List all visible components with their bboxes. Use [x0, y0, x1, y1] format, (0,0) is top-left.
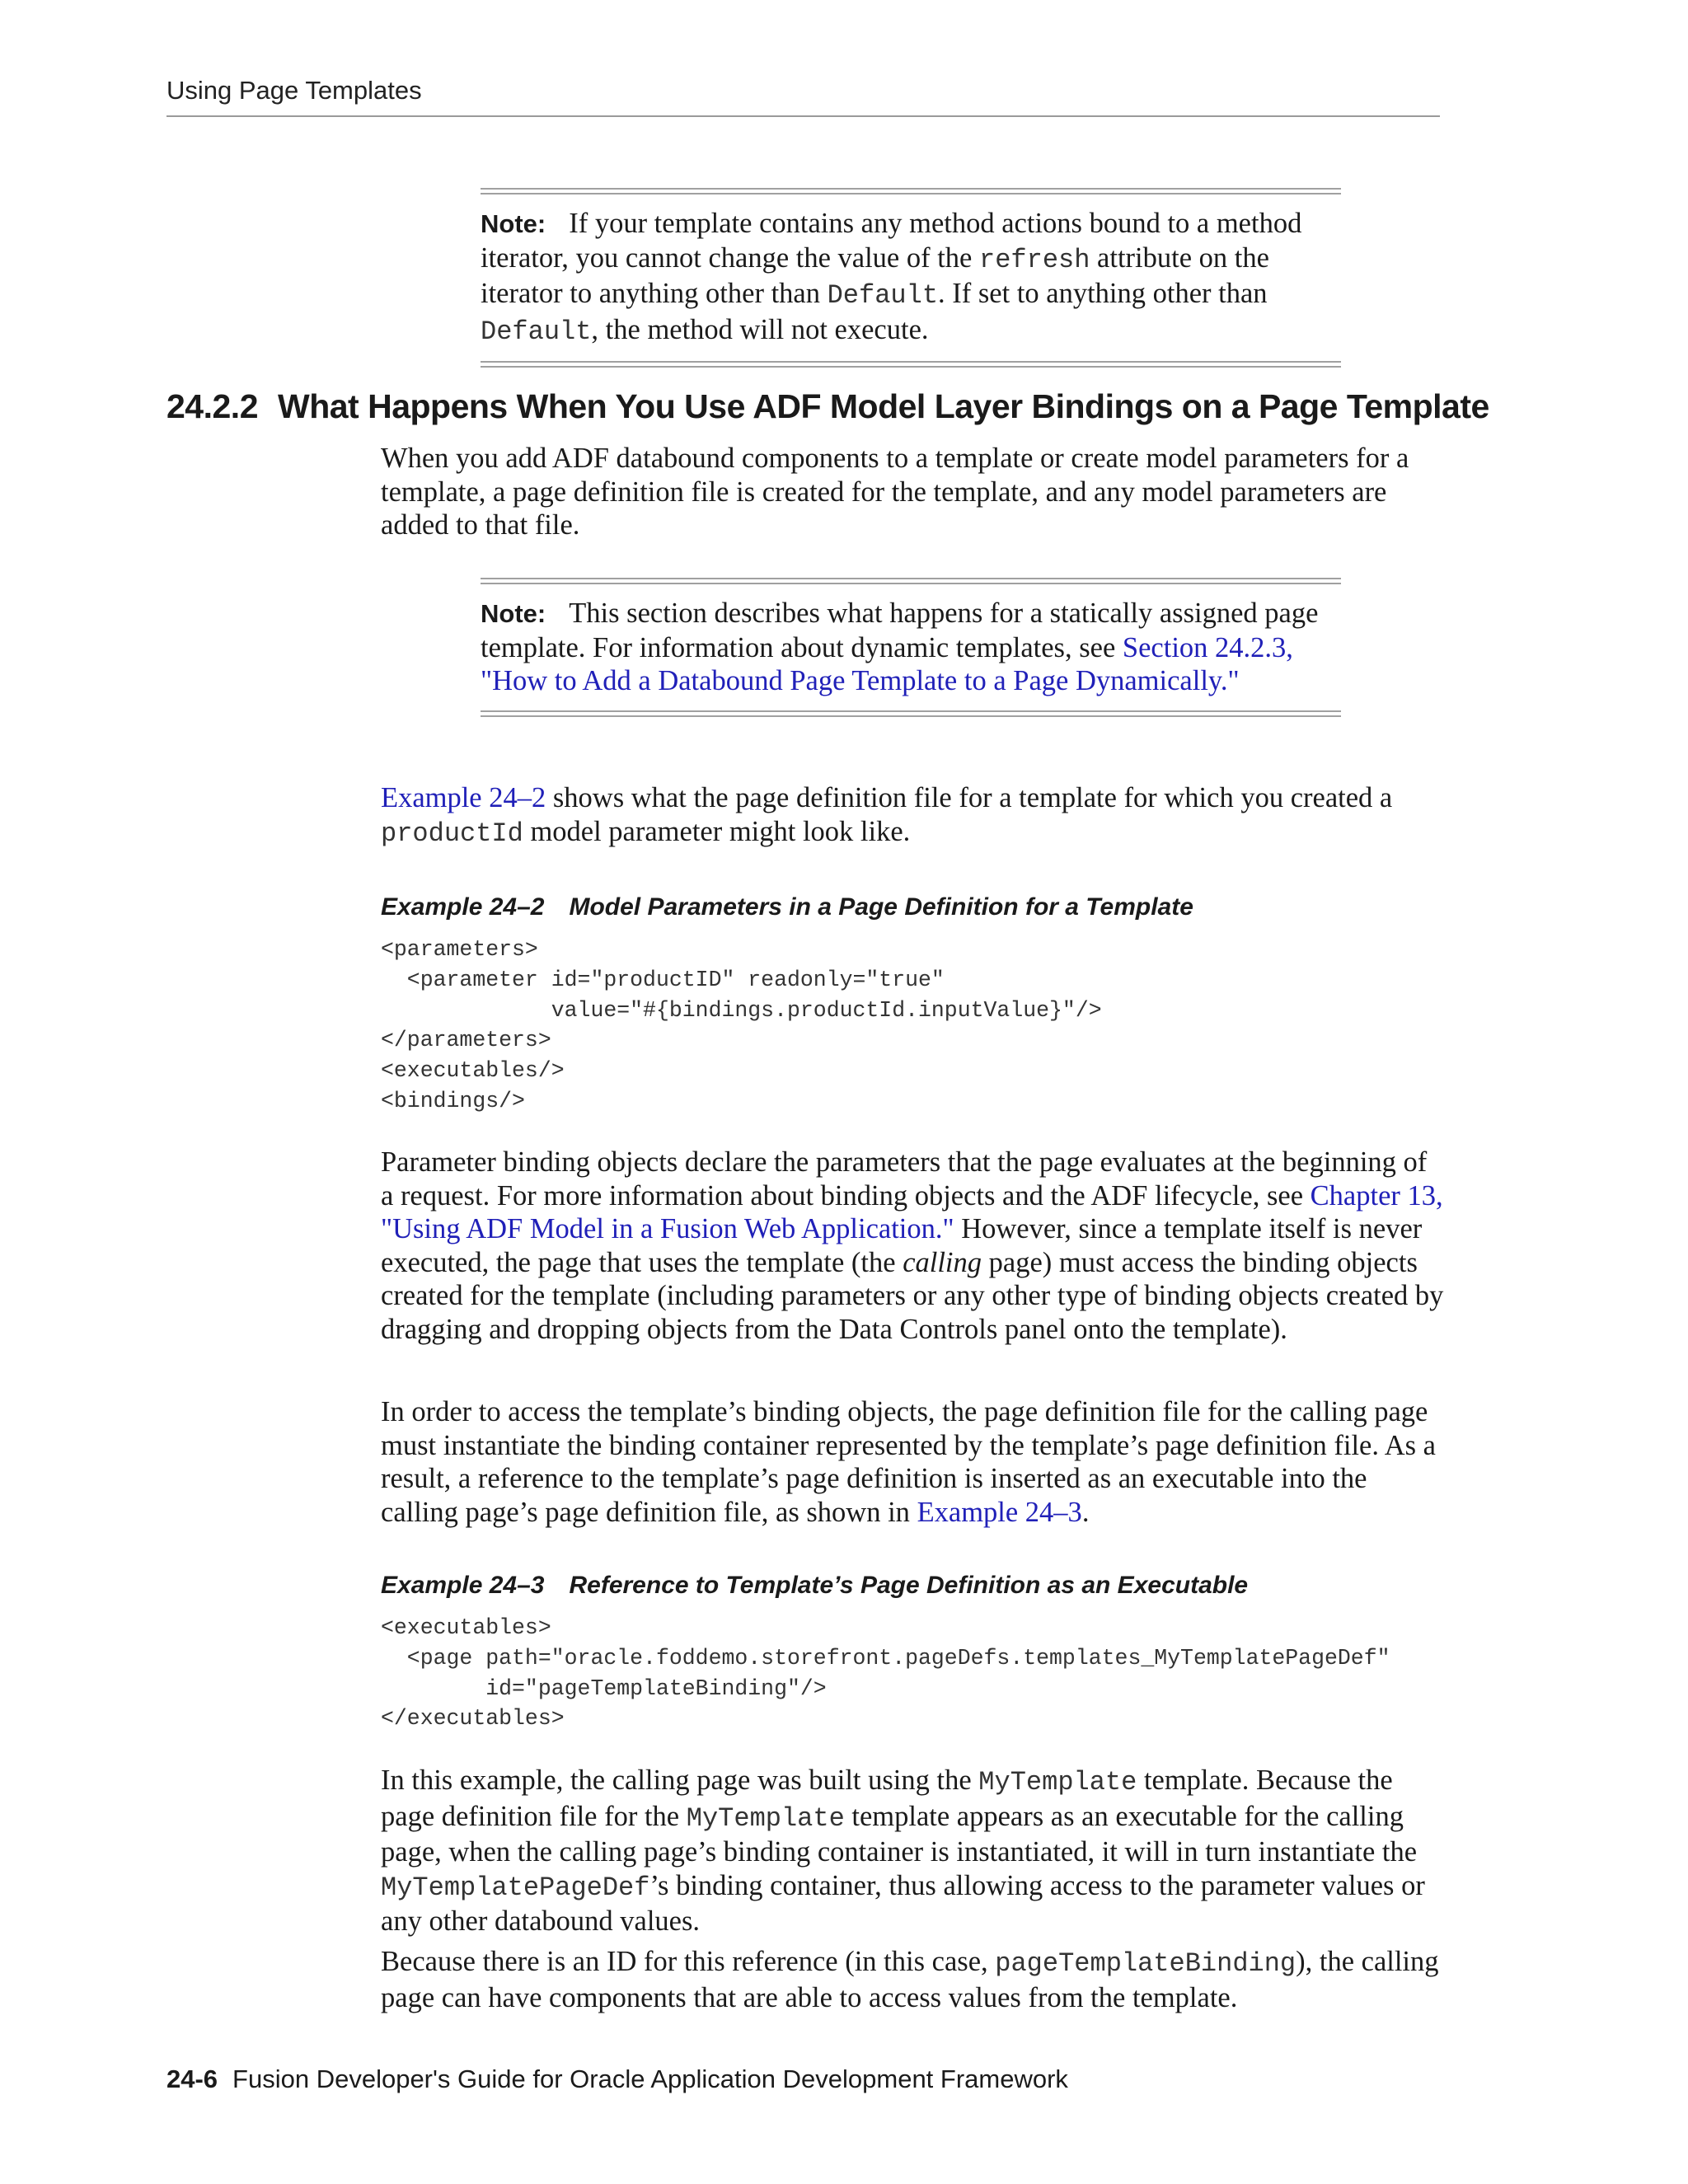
note-text-part: This section describes what happens for a statically assigned page template. For information about dynamic templates, see — [481, 598, 1319, 663]
chapter-link[interactable]: Chapter 13, "Using ADF Model in a Fusion Web Application." — [381, 1179, 1443, 1244]
section-heading — [166, 387, 1489, 426]
emphasis: calling — [903, 1246, 982, 1278]
example-title: Model Parameters in a Page Definition for a Template — [569, 893, 1193, 921]
inline-code: pageTemplateBinding — [995, 1948, 1296, 1979]
book-title: Fusion Developer's Guide for Oracle Application Development Framework — [232, 2064, 1068, 2093]
page-number: 24-6 — [166, 2064, 218, 2093]
section-title: What Happens When You Use ADF Model Layer Bindings on a Page Template — [278, 387, 1489, 425]
header-divider — [166, 115, 1440, 117]
body-paragraph — [381, 1146, 1444, 1346]
note-box-dynamic-templates — [481, 578, 1341, 717]
body-paragraph — [381, 1395, 1444, 1529]
note-text — [481, 597, 1341, 698]
text-part: ), the calling page can have components that are able to access values from the template. — [381, 1946, 1439, 2013]
note-bottom-rule — [481, 361, 1341, 368]
section-link[interactable]: Section 24.2.3, "How to Add a Databound Page Template to a Page Dynamically." — [481, 631, 1293, 696]
example-number: Example 24–2 — [381, 893, 545, 921]
note-top-rule — [481, 578, 1341, 584]
example-number: Example 24–3 — [381, 1572, 545, 1599]
text-part: Because there is an ID for this reference (in this case, — [381, 1946, 996, 1977]
example-link[interactable]: Example 24–2 — [381, 782, 546, 813]
note-text-part: . If set to anything other than — [938, 278, 1268, 309]
body-paragraph — [381, 1945, 1444, 2014]
example-link[interactable]: Example 24–3 — [917, 1496, 1082, 1528]
example-caption — [381, 893, 1193, 921]
text-part: template. Because the page definition file for the — [381, 1765, 1393, 1832]
text-part: page) must access the binding objects created for the template (including parameters or any other type of binding objects created by dragging and dropping objects from the Data Controls panel onto the template). — [381, 1246, 1444, 1345]
note-top-rule — [481, 188, 1341, 194]
text-part: However, since a template itself is never executed, the page that uses the template (the — [381, 1213, 1423, 1278]
text-part: In order to access the template’s binding objects, the page definition file for the calling page must instantiate the binding container represented by the template’s page definition file. As a result, a reference to the template’s page definition is inserted as an executable into the calling page’s page definition file, as shown in — [381, 1396, 1436, 1528]
text-part: model parameter might look like. — [523, 815, 911, 847]
text-part: In this example, the calling page was built using the — [381, 1765, 979, 1796]
note-text-part: , the method will not execute. — [591, 313, 929, 345]
note-bottom-rule — [481, 710, 1341, 717]
body-paragraph: When you add ADF databound components to a template or create model parameters for a template, a page definition file is created for the template, and any model parameters are added to that file. — [381, 443, 1409, 541]
section-number: 24.2.2 — [166, 387, 258, 425]
note-text-part: If your template contains any method actions bound to a method iterator, you cannot change the value of the — [481, 208, 1302, 274]
page-footer — [166, 2064, 1068, 2094]
text-part: Parameter binding objects declare the parameters that the page evaluates at the beginning of a request. For more information about binding objects and the ADF lifecycle, see — [381, 1146, 1428, 1212]
example-caption — [381, 1572, 1248, 1600]
note-text-part: attribute on the iterator to anything other than — [481, 241, 1269, 309]
inline-code: productId — [381, 818, 523, 849]
note-text — [481, 207, 1341, 349]
code-example: <executables> <page path="oracle.foddemo.storefront.pageDefs.templates_MyTemplatePageDef" id="pageTemplateBinding"/> </executables> — [381, 1615, 1390, 1732]
inline-code: Default — [481, 316, 592, 347]
text-part: . — [1081, 1496, 1090, 1528]
running-header: Using Page Templates — [166, 76, 422, 105]
text-part: shows what the page definition file for a template for which you created a — [546, 782, 1393, 813]
inline-code: refresh — [979, 244, 1090, 275]
body-paragraph — [381, 781, 1444, 851]
note-label: Note: — [481, 209, 546, 238]
text-part: ’s binding container, thus allowing access to the parameter values or any other databound values. — [381, 1869, 1425, 1937]
inline-code: MyTemplatePageDef — [381, 1872, 650, 1903]
inline-code: MyTemplate — [686, 1802, 845, 1834]
text-part: template appears as an executable for the calling page, when the calling page’s binding container is instantiated, it will in turn instantiate the — [381, 1800, 1418, 1868]
note-box-iterator — [481, 188, 1341, 368]
body-paragraph — [381, 1764, 1444, 1938]
example-title: Reference to Template’s Page Definition as an Executable — [569, 1572, 1249, 1599]
note-label: Note: — [481, 599, 546, 628]
inline-code: MyTemplate — [978, 1767, 1137, 1797]
inline-code: Default — [827, 280, 939, 311]
code-example: <parameters> <parameter id="productID" readonly="true" value="#{bindings.productId.inputValue}"/> </parameters> <executables/> <bindings/> — [381, 937, 1102, 1113]
